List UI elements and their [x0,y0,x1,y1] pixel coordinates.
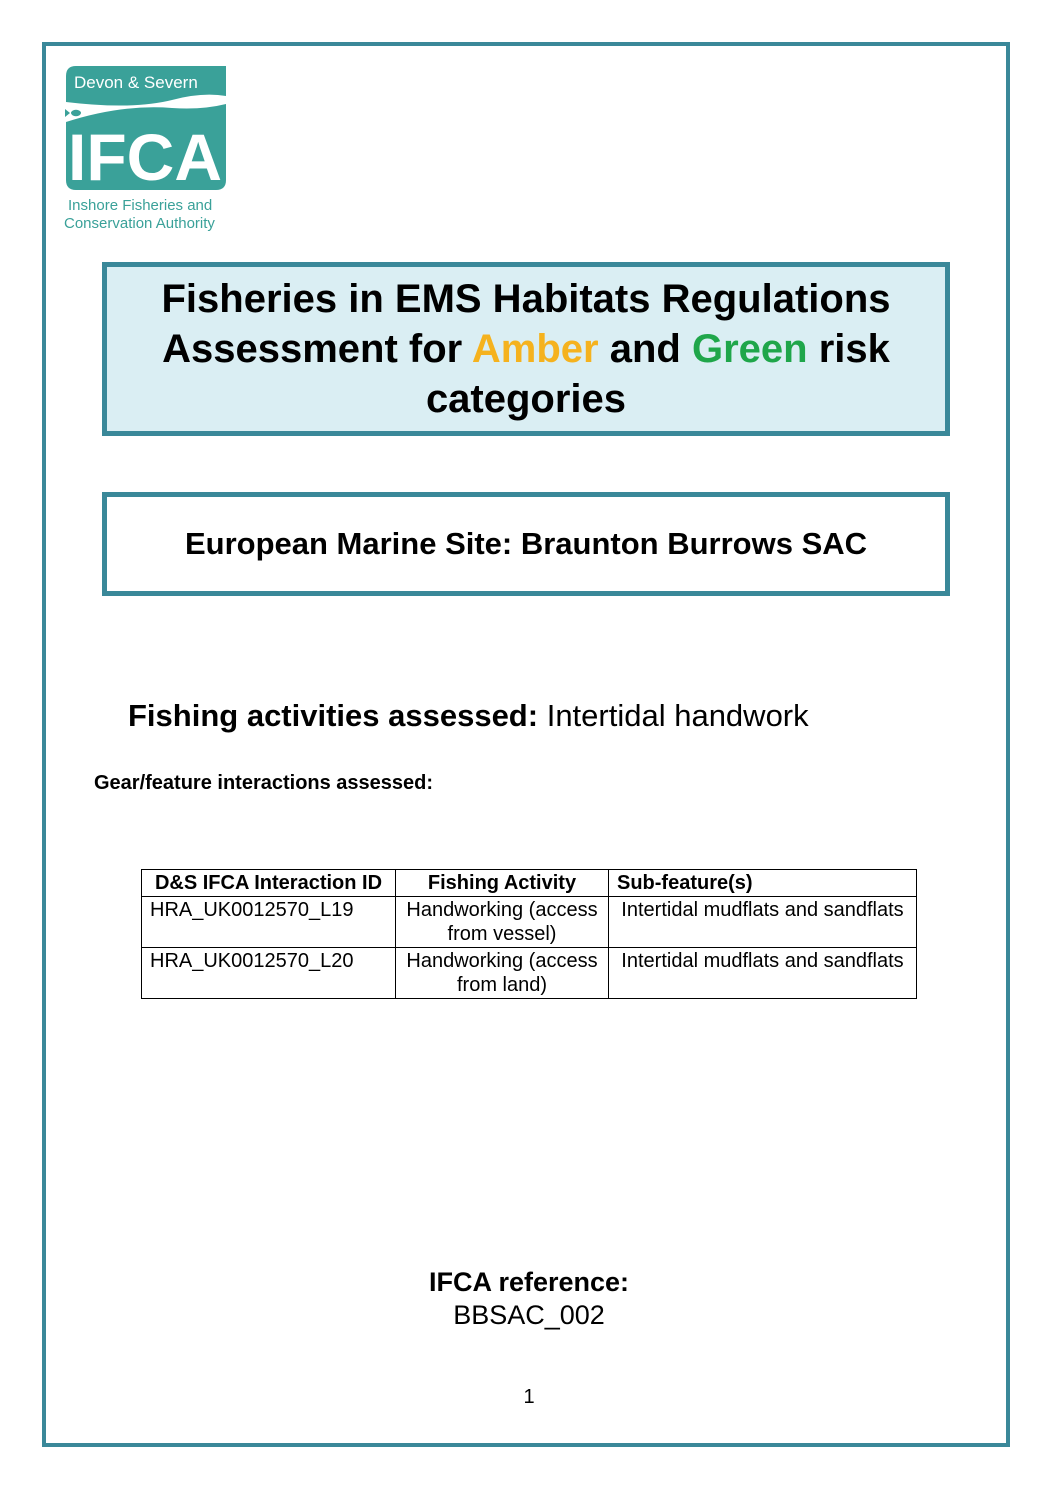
reference-label: IFCA reference: [428,1267,630,1297]
fishing-activities [128,698,809,734]
interactions-table [141,869,917,999]
site-box [102,492,950,596]
title-mid: and [609,327,681,371]
fish-icon [65,109,81,117]
title-post: risk [818,327,890,371]
page-border [42,42,1010,1447]
logo-line1: Devon & Severn [74,73,198,92]
fishing-label: Fishing activities assessed: [128,698,539,733]
cell-sub-feature: Intertidal mudflats and sandflats [609,948,917,999]
header-fishing-activity: Fishing Activity [396,870,609,897]
title-pre: Assessment for [162,327,463,371]
cell-fishing-activity: Handworking (access from land) [396,948,609,999]
header-sub-features: Sub-feature(s) [609,870,917,897]
cell-fishing-activity: Handworking (access from vessel) [396,897,609,948]
cell-sub-feature: Intertidal mudflats and sandflats [609,897,917,948]
site-title: European Marine Site: Braunton Burrows SAC [184,526,868,561]
title-amber: Amber [471,327,599,371]
title-line1: Fisheries in EMS Habitats Regulations [161,277,891,321]
table-header-row [142,870,917,897]
ifca-logo [62,64,232,236]
title-green: Green [691,327,808,371]
page-number: 1 [523,1386,535,1408]
table-row [142,948,917,999]
ifca-reference [0,1266,1058,1332]
reference-value: BBSAC_002 [453,1300,605,1330]
fishing-value: Intertidal handwork [546,698,809,733]
cell-interaction-id: HRA_UK0012570_L19 [142,897,396,948]
document-title [161,274,890,424]
gear-label: Gear/feature interactions assessed: [94,772,434,794]
title-box [102,262,950,436]
header-interaction-id: D&S IFCA Interaction ID [142,870,396,897]
table-row [142,897,917,948]
logo-sub1: Inshore Fisheries and [68,197,213,214]
logo-sub2: Conservation Authority [64,215,215,232]
logo-main: IFCA [68,120,222,194]
title-line3: categories [425,377,627,421]
cell-interaction-id: HRA_UK0012570_L20 [142,948,396,999]
